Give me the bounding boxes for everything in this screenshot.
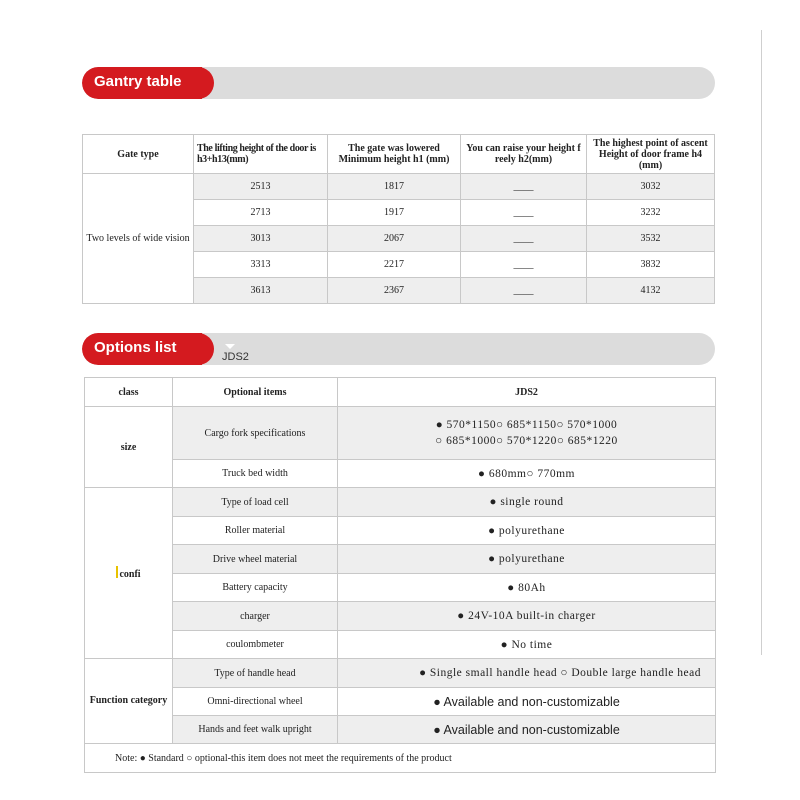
dash: ____ [513,207,534,218]
function-class-cell: Function category [85,659,173,744]
table-row [85,460,716,488]
table-row [85,716,716,744]
options-header-row [85,378,716,407]
value-line: ● 570*1150○ 685*1150○ 570*1000 [435,419,618,431]
value-cell: ● Available and non-customizable [338,716,716,744]
footnote: Note: ● Standard ○ optional-this item does not meet the requirements of the product [85,744,716,773]
value-cell: ● No time [338,631,716,659]
value-cell: ● Available and non-customizable [338,688,716,716]
gantry-title: Gantry table [94,73,182,90]
value-cell: ● Single small handle head ○ Double large handle head [338,659,716,688]
item-cell: Type of load cell [173,488,338,517]
options-title: Options list [94,339,177,356]
h4-cell: 3032 [587,174,715,200]
value-cell: ● 80Ah [338,574,716,602]
h1-cell: 2367 [328,278,461,304]
header-gate-type: Gate type [83,135,194,174]
value-cell: ● 24V-10A built-in charger [338,602,716,631]
options-subtitle: JDS2 [222,351,249,363]
h2-cell [461,226,587,252]
header-free-lift: You can raise your height f reely h2(mm) [461,135,587,174]
item-cell: Drive wheel material [173,545,338,574]
vertical-divider [761,30,762,655]
value-cell: ● 680mm○ 770mm [338,460,716,488]
confi-label: confi [119,569,141,580]
h2-cell [461,278,587,304]
table-row [85,659,716,688]
h2-cell [461,252,587,278]
value-cell [338,407,716,460]
header-items: Optional items [173,378,338,407]
header-highest: The highest point of ascent Height of door frame h4 (mm) [587,135,715,174]
h4-cell: 3532 [587,226,715,252]
table-row [85,744,716,773]
gantry-banner [82,67,715,99]
item-cell: Type of handle head [173,659,338,688]
header-lift-height: The lifting height of the door is h3+h13(mm) [194,135,328,174]
item-cell: Omni-directional wheel [173,688,338,716]
item-cell: coulombmeter [173,631,338,659]
h1-cell: 1817 [328,174,461,200]
h4-cell: 3832 [587,252,715,278]
table-row [85,517,716,545]
table-row [85,545,716,574]
table-row [85,631,716,659]
h1-cell: 2217 [328,252,461,278]
table-row [85,688,716,716]
table-row [85,602,716,631]
value-cell: ● polyurethane [338,545,716,574]
table-row [85,488,716,517]
item-cell: Cargo fork specifications [173,407,338,460]
gantry-table [82,134,715,304]
options-banner [82,333,715,365]
dash: ____ [513,285,534,296]
item-cell: charger [173,602,338,631]
value-line: ○ 685*1000○ 570*1220○ 685*1220 [435,435,618,447]
h3-cell: 2713 [194,200,328,226]
gate-type-cell: Two levels of wide vision [83,174,194,304]
dash: ____ [513,181,534,192]
value-cell: ● polyurethane [338,517,716,545]
item-cell: Battery capacity [173,574,338,602]
h1-cell: 1917 [328,200,461,226]
chevron-down-icon [225,344,235,349]
header-model: JDS2 [338,378,716,407]
table-row [85,407,716,460]
item-cell: Truck bed width [173,460,338,488]
h3-cell: 2513 [194,174,328,200]
h1-cell: 2067 [328,226,461,252]
item-cell: Hands and feet walk upright [173,716,338,744]
table-row [83,174,715,200]
h4-cell: 4132 [587,278,715,304]
size-class-cell: size [85,407,173,488]
confi-class-cell [85,488,173,659]
gantry-header-row [83,135,715,174]
table-row [85,574,716,602]
h2-cell [461,200,587,226]
h4-cell: 3232 [587,200,715,226]
h3-cell: 3613 [194,278,328,304]
item-cell: Roller material [173,517,338,545]
value-cell: ● single round [338,488,716,517]
options-table [84,377,716,773]
h3-cell: 3313 [194,252,328,278]
h2-cell [461,174,587,200]
h3-cell: 3013 [194,226,328,252]
header-lowered: The gate was lowered Minimum height h1 (mm) [328,135,461,174]
header-class: class [85,378,173,407]
dash: ____ [513,259,534,270]
dash: ____ [513,233,534,244]
